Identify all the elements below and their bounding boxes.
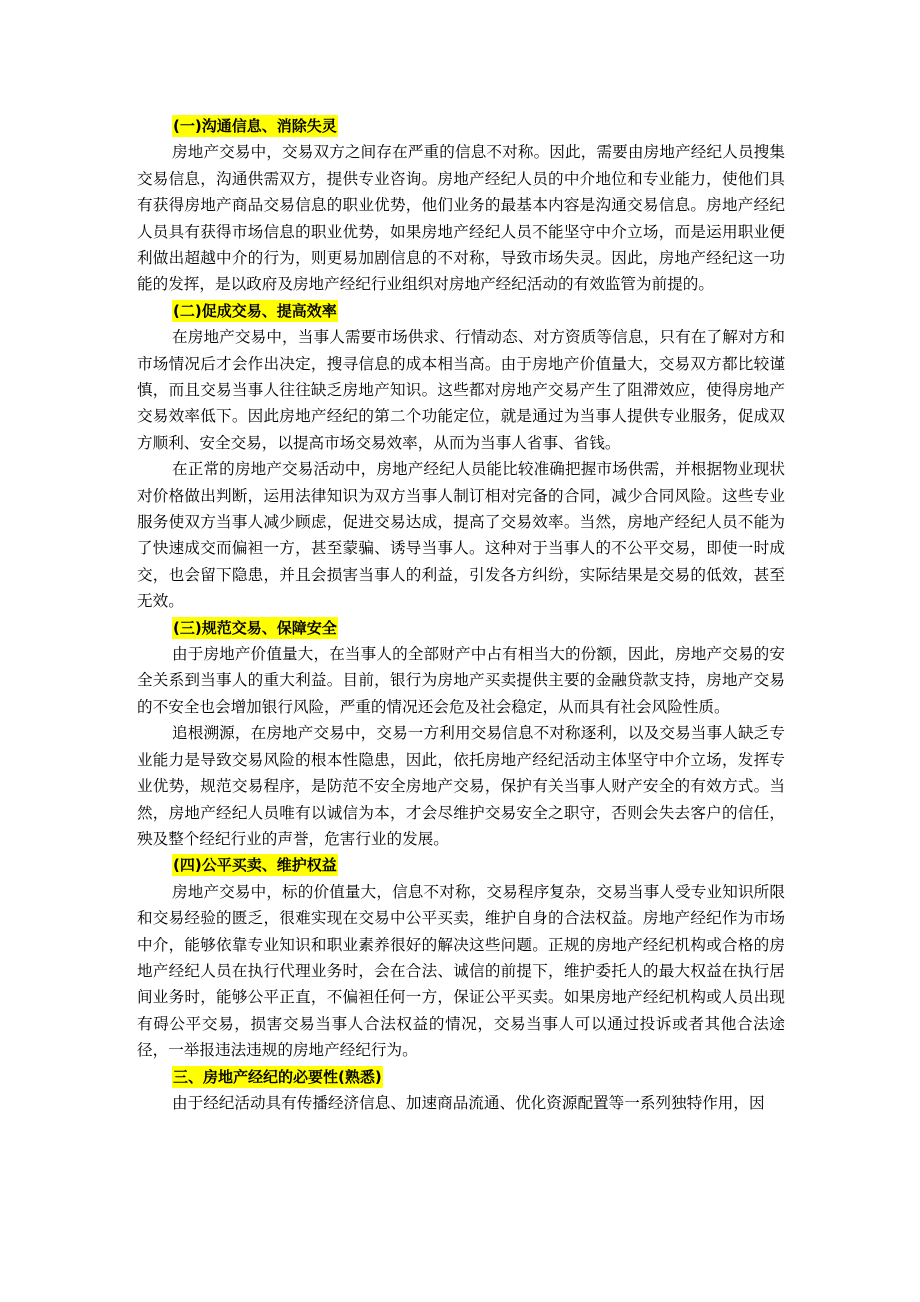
section-heading-row [137, 113, 785, 139]
section-heading-1: (一)沟通信息、消除失灵 [173, 117, 337, 135]
section-heading-row [137, 1064, 785, 1090]
section-heading-3: (三)规范交易、保障安全 [173, 618, 337, 637]
section-heading-row [137, 615, 785, 641]
paragraph: 房地产交易中，交易双方之间存在严重的信息不对称。因此，需要由房地产经纪人员搜集交易信息，沟通供需双方，提供专业咨询。房地产经纪人员的中介地位和专业能力，使他们具有获得房地产商品交易信息的职业优势，他们业务的最基本内容是沟通交易信息。房地产经纪人员具有获得市场信息的职业优势，如果房地产经纪人员不能坚守中介立场，而是运用职业便利做出超越中介的行为，则更易加剧信息的不对称，导致市场失灵。因此，房地产经纪这一功能的发挥，是以政府及房地产经纪行业组织对房地产经纪活动的有效监管为前提的。 [137, 143, 785, 294]
paragraph: 由于经纪活动具有传播经济信息、加速商品流通、优化资源配置等一系列独特作用，因 [172, 1093, 765, 1112]
document-page [137, 113, 785, 1116]
paragraph: 由于房地产价值量大，在当事人的全部财产中占有相当大的份额，因此，房地产交易的安全关系到当事人的重大利益。目前，银行为房地产买卖提供主要的金融贷款支持，房地产交易的不安全也会增加银行风险，严重的情况还会危及社会稳定，从而具有社会风险性质。 [137, 645, 785, 716]
section-heading-5: 三、房地产经纪的必要性(熟悉) [173, 1067, 382, 1086]
section-heading-row [137, 852, 785, 878]
section-heading-row [137, 298, 785, 324]
section-heading-2: (二)促成交易、提高效率 [173, 301, 337, 320]
paragraph: 追根溯源，在房地产交易中，交易一方利用交易信息不对称逐利，以及交易当事人缺乏专业能力是导致交易风险的根本性隐患，因此，依托房地产经纪活动主体坚守中介立场，发挥专业优势，规范交易程序，是防范不安全房地产交易，保护有关当事人财产安全的有效方式。当然，房地产经纪人员唯有以诚信为本，才会尽维护交易安全之职守，否则会失去客户的信任，殃及整个经纪行业的声誉，危害行业的发展。 [137, 724, 785, 848]
paragraph: 在房地产交易中，当事人需要市场供求、行情动态、对方资质等信息，只有在了解对方和市场情况后才会作出决定，搜寻信息的成本相当高。由于房地产价值量大，交易双方都比较谨慎，而且交易当事人往往缺乏房地产知识。这些都对房地产交易产生了阻滞效应，使得房地产交易效率低下。因此房地产经纪的第二个功能定位，就是通过为当事人提供专业服务，促成双方顺利、安全交易，以提高市场交易效率，从而为当事人省事、省钱。 [137, 328, 785, 452]
section-heading-4: (四)公平买卖、维护权益 [173, 856, 337, 875]
paragraph: 在正常的房地产交易活动中，房地产经纪人员能比较准确把握市场供需，并根据物业现状对价格做出判断，运用法律知识为双方当事人制订相对完备的合同，减少合同风险。这些专业服务使双方当事人减少顾虑，促进交易达成，提高了交易效率。当然，房地产经纪人员不能为了快速成交而偏袒一方，甚至蒙骗、诱导当事人。这种对于当事人的不公平交易，即使一时成交，也会留下隐患，并且会损害当事人的利益，引发各方纠纷，实际结果是交易的低效，甚至无效。 [137, 460, 785, 611]
paragraph: 房地产交易中，标的价值量大，信息不对称，交易程序复杂，交易当事人受专业知识所限和交易经验的匮乏，很难实现在交易中公平买卖，维护自身的合法权益。房地产经纪作为市场中介，能够依靠专业知识和职业素养很好的解决这些问题。正规的房地产经纪机构或合格的房地产经纪人员在执行代理业务时，会在合法、诚信的前提下，维护委托人的最大权益在执行居间业务时，能够公平正直，不偏袒任何一方，保证公平买卖。如果房地产经纪机构或人员出现有碍公平交易，损害交易当事人合法权益的情况，交易当事人可以通过投诉或者其他合法途径，一举报违法违规的房地产经纪行为。 [137, 882, 785, 1060]
